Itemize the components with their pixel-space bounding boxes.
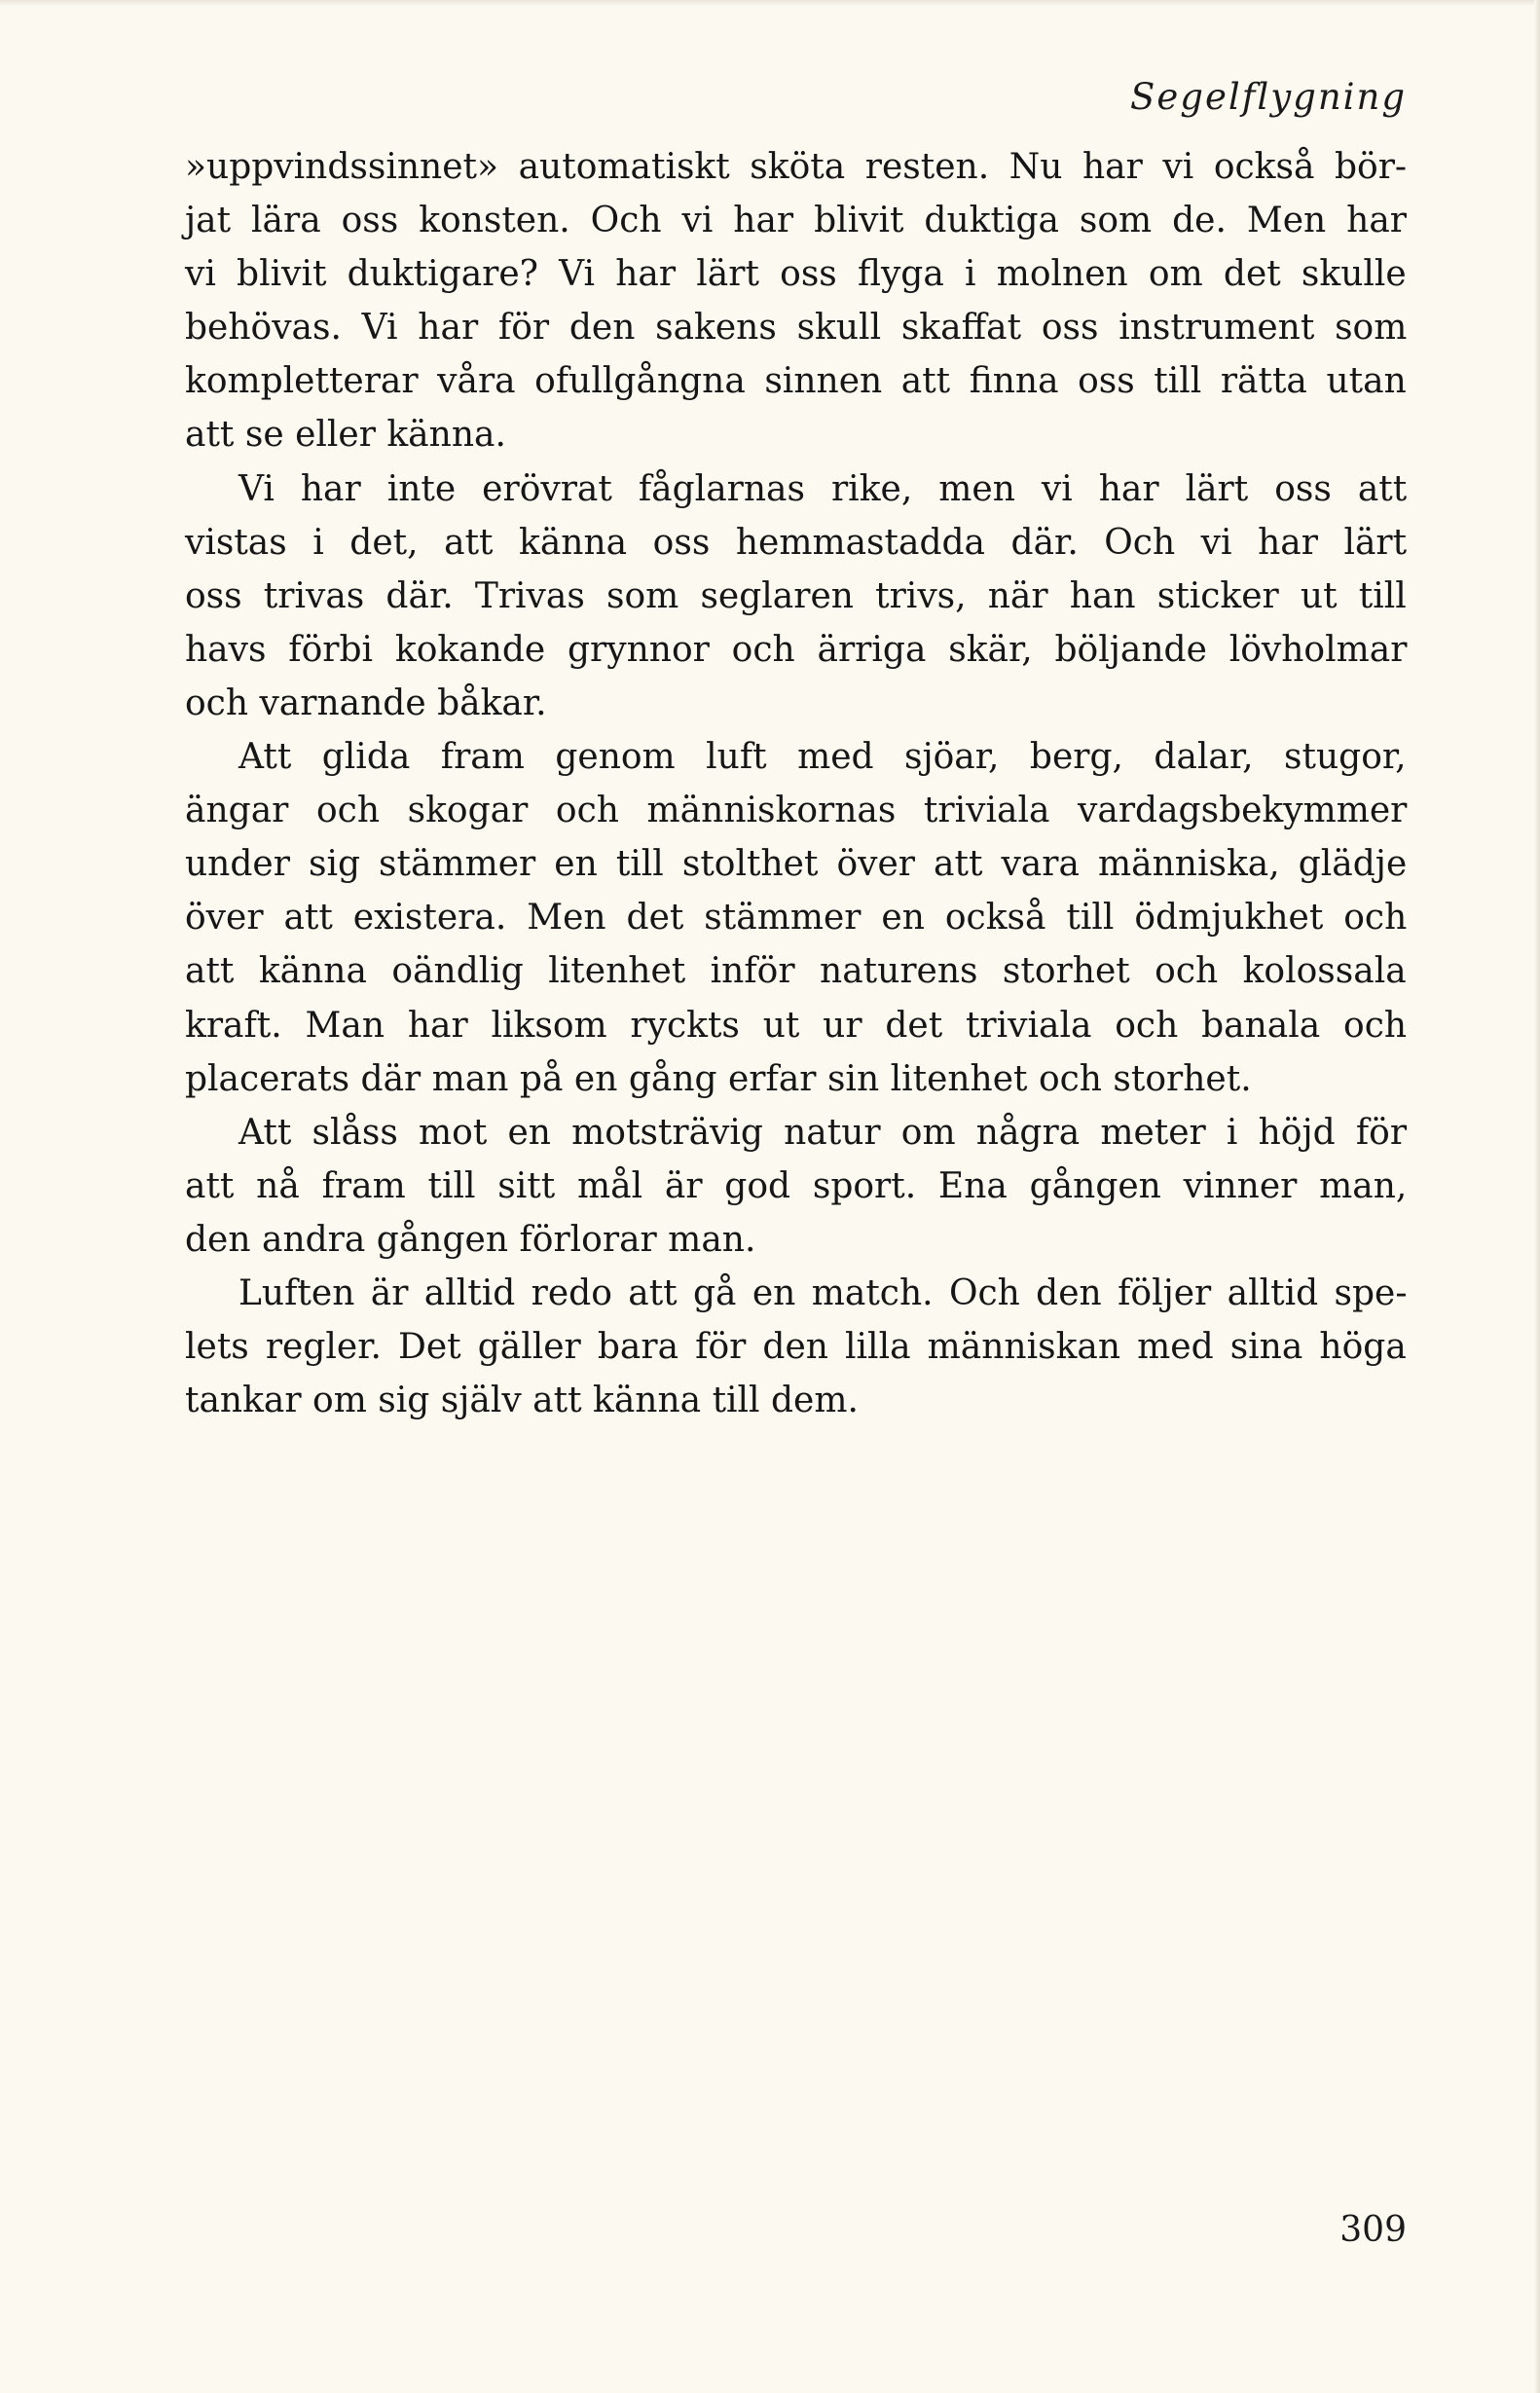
text-line: och varnande båkar.: [185, 682, 547, 723]
paragraph-1: [185, 140, 1407, 462]
scan-edge-top: [0, 0, 1540, 6]
text-line: behövas. Vi har för den sakens skull skaffat oss instrument som: [185, 308, 1408, 349]
paragraph-4: [185, 1106, 1407, 1267]
running-head: Segelflygning: [1130, 76, 1407, 118]
scan-edge-right: [1534, 0, 1540, 2393]
paragraph-5: [185, 1267, 1407, 1427]
text-line: kraft. Man har liksom ryckts ut ur det triviala och banala och: [185, 1005, 1408, 1046]
text-line: att se eller känna.: [185, 415, 506, 456]
text-line: över att existera. Men det stämmer en också till ödmjukhet och: [185, 898, 1408, 939]
body-text: [185, 140, 1407, 1427]
text-line: Luften är alltid redo att gå en match. Och den följer alltid spe-: [238, 1272, 1408, 1313]
text-line: den andra gången förlorar man.: [185, 1219, 756, 1260]
text-line: under sig stämmer en till stolthet över att vara människa, glädje: [185, 844, 1408, 885]
text-line: havs förbi kokande grynnor och ärriga skär, böljande lövholmar: [185, 629, 1408, 670]
text-line: »uppvindssinnet» automatiskt sköta resten. Nu har vi också bör-: [185, 147, 1408, 187]
text-line: ängar och skogar och människornas triviala vardagsbekymmer: [185, 791, 1408, 831]
text-line: placerats där man på en gång erfar sin litenhet och storhet.: [185, 1058, 1252, 1099]
text-line: att nå fram till sitt mål är god sport. Ena gången vinner man,: [185, 1165, 1408, 1206]
text-line: oss trivas där. Trivas som seglaren trivs, när han sticker ut till: [185, 575, 1407, 616]
text-line: Att glida fram genom luft med sjöar, berg, dalar, stugor,: [238, 737, 1407, 778]
text-line: Vi har inte erövrat fåglarnas rike, men vi har lärt oss att: [238, 468, 1408, 509]
text-line: tankar om sig själv att känna till dem.: [185, 1381, 859, 1421]
text-line: Att slåss mot en motsträvig natur om några meter i höjd för: [238, 1112, 1408, 1153]
paragraph-3: [185, 730, 1407, 1106]
page-number: 309: [1339, 2210, 1407, 2250]
text-line: kompletterar våra ofullgångna sinnen att finna oss till rätta utan: [185, 361, 1407, 402]
text-line: vistas i det, att känna oss hemmastadda där. Och vi har lärt: [185, 522, 1408, 563]
text-line: jat lära oss konsten. Och vi har blivit duktiga som de. Men har: [185, 201, 1408, 241]
paragraph-2: [185, 462, 1407, 730]
text-line: att känna oändlig litenhet inför naturens storhet och kolossala: [185, 951, 1407, 992]
text-line: lets regler. Det gäller bara för den lilla människan med sina höga: [185, 1327, 1407, 1368]
text-line: vi blivit duktigare? Vi har lärt oss flyga i molnen om det skulle: [185, 254, 1407, 295]
